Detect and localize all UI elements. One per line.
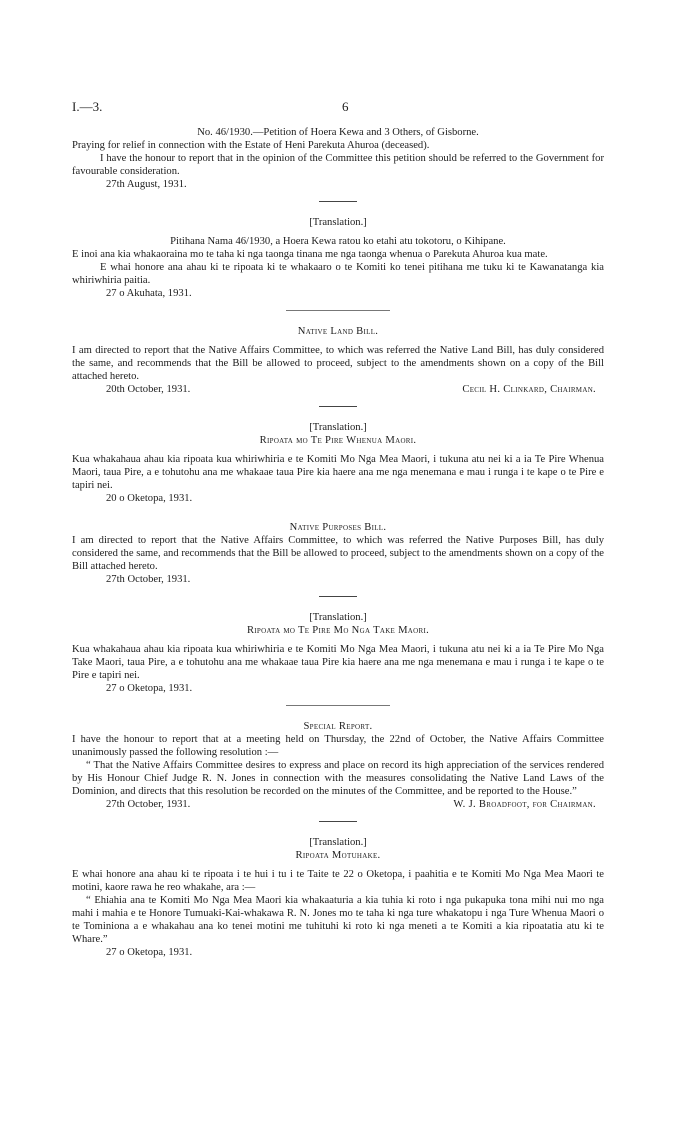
translation-heading: [Translation.] xyxy=(309,217,367,228)
petition-title: No. 46/1930.—Petition of Hoera Kewa and 3 Others, of Gisborne. xyxy=(197,127,479,138)
special-report-translation-intro: E whai honore ana ahau ki te ripoata i te hui i tu i te Taite te 22 o Oketopa, i paahitia e te Komiti Mo Nga Mea Maori te motini, kaore rawa he reo whakahe, ara :— xyxy=(72,869,604,893)
special-report-resolution: “ That the Native Affairs Committee desires to express and place on record its high appreciation of the services rendered by His Honour Chief Judge R. N. Jones in connection with the measures consolidating the Native Land Laws of the Dominion, and directs that this resolution be recorded on the minutes of the Committee, and be reported to the House.” xyxy=(72,760,604,797)
petition-date: 27th August, 1931. xyxy=(106,179,187,190)
native-land-bill-dateline xyxy=(72,383,604,396)
translation-heading: [Translation.] xyxy=(309,837,367,848)
native-purposes-bill-translation-title: Ripoata mo Te Pire Mo Nga Take Maori. xyxy=(246,625,430,636)
native-purposes-bill-heading: Native Purposes Bill. xyxy=(289,522,387,533)
divider xyxy=(319,596,357,597)
native-land-bill-signature: Cecil H. Clinkard, Chairman. xyxy=(462,384,596,395)
special-report-translation-date: 27 o Oketopa, 1931. xyxy=(106,947,193,958)
page-header xyxy=(72,100,604,126)
document-page xyxy=(72,100,604,959)
special-report-dateline xyxy=(72,798,604,811)
section-divider xyxy=(286,310,390,311)
translation-heading: [Translation.] xyxy=(309,422,367,433)
divider xyxy=(319,821,357,822)
petition-translation-title: Pitihana Nama 46/1930, a Hoera Kewa ratou ko etahi atu tokotoru, o Kihipane. xyxy=(170,236,506,247)
special-report-heading: Special Report. xyxy=(303,721,373,732)
native-purposes-bill-translation-report: Kua whakahaua ahau kia ripoata kua whiriwhiria e te Komiti Mo Nga Mea Maori, i tukuna atu nei ki a ia Te Pire Mo Nga Take Maori, taua Pire, a e tohutohu ana me whakaae taua Pire kia haere ana me nga menemana e mau i runga i te kape o te Pire e tapiri nei. xyxy=(72,644,604,681)
divider xyxy=(319,406,357,407)
special-report-translation-resolution: “ Ehiahia ana te Komiti Mo Nga Mea Maori kia whakaaturia a kia tuhia ki roto i nga pukapuka tona mihi nui mo nga mahi i mahia e te Honore Tumuaki-Kai-whakawa R. N. Jones mo te taha ki nga ture whakatopu i nga Ture Whenua Maori o te Tominiona a e whakahau ana ko tenei motini me tuhituhi ki roto ki nga meneti a te Komiti a kia ripoatatia atu ki te Whare.” xyxy=(72,895,604,945)
special-report-signature: W. J. Broadfoot, for Chairman. xyxy=(453,799,596,810)
special-report-section xyxy=(72,720,604,959)
special-report-translation-title: Ripoata Motuhake. xyxy=(295,850,381,861)
special-report-intro: I have the honour to report that at a meeting held on Thursday, the 22nd of October, the Native Affairs Committee unanimously passed the following resolution :— xyxy=(72,734,604,758)
native-land-bill-heading: Native Land Bill. xyxy=(297,326,379,337)
native-purposes-bill-translation-date: 27 o Oketopa, 1931. xyxy=(106,683,193,694)
native-land-bill-section xyxy=(72,325,604,505)
divider xyxy=(319,201,357,202)
native-land-bill-translation-title: Ripoata mo Te Pire Whenua Maori. xyxy=(259,435,417,446)
native-land-bill-report: I am directed to report that the Native Affairs Committee, to which was referred the Native Land Bill, has duly considered the same, and recommends that the Bill be allowed to proceed, subject to the amendments shown on a copy of the Bill attached hereto. xyxy=(72,345,604,382)
native-purposes-bill-section xyxy=(72,521,604,695)
document-reference: I.—3. xyxy=(72,99,103,114)
petition-translation-report: E whai honore ana ahau ki te ripoata ki te whakaaro o te Komiti ko tenei pitihana me tuku ki te Kawanatanga kia whiriwhiria paitia. xyxy=(72,262,604,286)
petition-section xyxy=(72,126,604,300)
page-number: 6 xyxy=(342,99,349,114)
petition-translation-praying: E inoi ana kia whakaoraina mo te taha ki nga taonga tinana me nga taonga whenua o Parekuta Ahuroa kua mate. xyxy=(72,249,548,260)
petition-translation-date: 27 o Akuhata, 1931. xyxy=(106,288,192,299)
native-purposes-bill-date: 27th October, 1931. xyxy=(106,574,191,585)
native-land-bill-translation-date: 20 o Oketopa, 1931. xyxy=(106,493,193,504)
translation-heading: [Translation.] xyxy=(309,612,367,623)
petition-report: I have the honour to report that in the opinion of the Committee this petition should be referred to the Government for favourable consideration. xyxy=(72,153,604,177)
native-land-bill-date: 20th October, 1931. xyxy=(106,384,191,395)
section-divider xyxy=(286,705,390,706)
native-land-bill-translation-report: Kua whakahaua ahau kia ripoata kua whiriwhiria e te Komiti Mo Nga Mea Maori, i tukuna atu nei ki a ia Te Pire Whenua Maori, taua Pire, a e tohutohu ana me whakaae taua Pire kia haere ana me nga menemana e mau i runga i te kape o te Pire e tapiri nei. xyxy=(72,454,604,491)
native-purposes-bill-report: I am directed to report that the Native Affairs Committee, to which was referred the Native Purposes Bill, has duly considered the same, and recommends that the Bill be allowed to proceed, subject to the amendments shown on a copy of the Bill attached hereto. xyxy=(72,535,604,572)
special-report-date: 27th October, 1931. xyxy=(106,799,191,810)
petition-praying: Praying for relief in connection with the Estate of Heni Parekuta Ahuroa (deceased). xyxy=(72,140,430,151)
